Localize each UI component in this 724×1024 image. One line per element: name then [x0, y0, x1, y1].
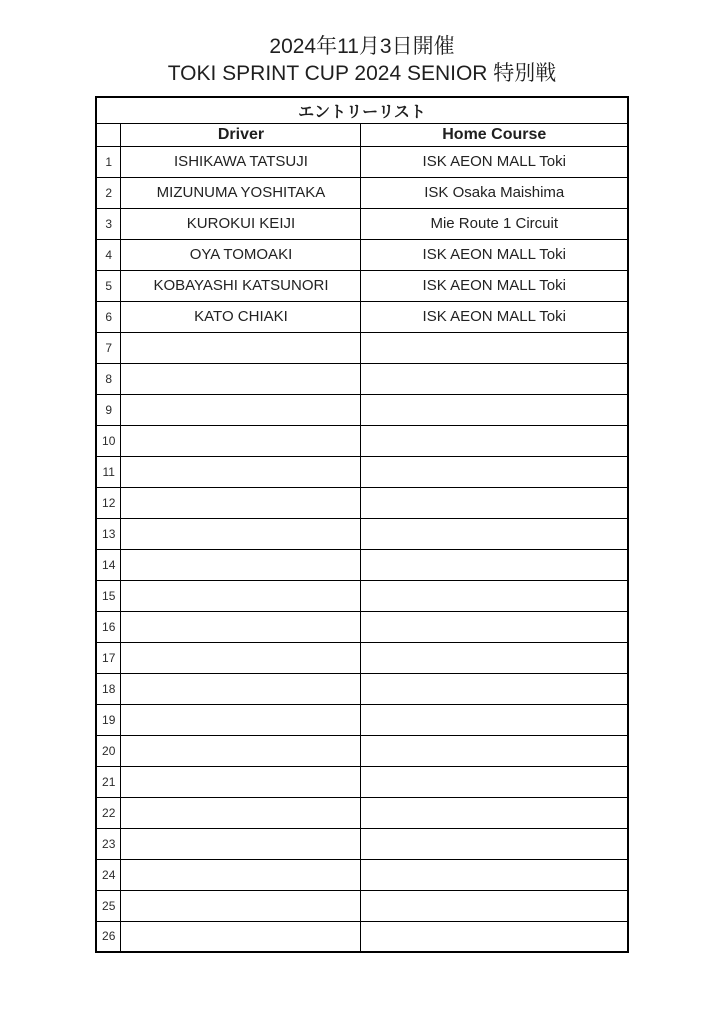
row-number: 14: [96, 549, 121, 580]
entry-list-caption: エントリーリスト: [96, 97, 628, 123]
table-row: [96, 239, 628, 270]
table-row: [96, 859, 628, 890]
row-number: 3: [96, 208, 121, 239]
table-row: [96, 177, 628, 208]
driver-cell: [121, 828, 361, 859]
row-number: 6: [96, 301, 121, 332]
driver-cell: [121, 332, 361, 363]
row-number: 21: [96, 766, 121, 797]
row-number: 7: [96, 332, 121, 363]
driver-cell: OYA TOMOAKI: [121, 239, 361, 270]
table-row: [96, 487, 628, 518]
driver-cell: [121, 487, 361, 518]
row-number: 22: [96, 797, 121, 828]
home-course-cell: ISK Osaka Maishima: [361, 177, 628, 208]
table-row: [96, 611, 628, 642]
table-row: [96, 797, 628, 828]
driver-cell: KATO CHIAKI: [121, 301, 361, 332]
driver-cell: [121, 580, 361, 611]
table-row: [96, 766, 628, 797]
driver-column-header: Driver: [121, 123, 361, 146]
table-row: [96, 549, 628, 580]
home-course-cell: [361, 735, 628, 766]
table-row: [96, 673, 628, 704]
table-row: [96, 332, 628, 363]
driver-cell: [121, 394, 361, 425]
home-course-cell: [361, 425, 628, 456]
home-course-cell: [361, 766, 628, 797]
home-course-cell: [361, 549, 628, 580]
table-row: [96, 890, 628, 921]
home-course-column-header: Home Course: [361, 123, 628, 146]
row-number: 24: [96, 859, 121, 890]
row-number: 1: [96, 146, 121, 177]
table-row: [96, 363, 628, 394]
driver-cell: [121, 642, 361, 673]
row-number: 23: [96, 828, 121, 859]
table-row: [96, 270, 628, 301]
home-course-cell: [361, 797, 628, 828]
event-name-title: TOKI SPRINT CUP 2024 SENIOR 特別戦: [167, 62, 557, 85]
row-number: 26: [96, 921, 121, 952]
driver-cell: [121, 549, 361, 580]
row-number: 5: [96, 270, 121, 301]
row-number: 13: [96, 518, 121, 549]
home-course-cell: [361, 921, 628, 952]
home-course-cell: [361, 642, 628, 673]
event-date-title: 2024年11月3日開催: [269, 35, 455, 58]
table-row: [96, 301, 628, 332]
row-number: 20: [96, 735, 121, 766]
driver-cell: [121, 456, 361, 487]
row-number: 8: [96, 363, 121, 394]
table-row: [96, 735, 628, 766]
driver-cell: [121, 890, 361, 921]
number-column-header: [96, 123, 121, 146]
home-course-cell: [361, 580, 628, 611]
home-course-cell: Mie Route 1 Circuit: [361, 208, 628, 239]
table-row: [96, 704, 628, 735]
driver-cell: [121, 704, 361, 735]
row-number: 2: [96, 177, 121, 208]
driver-cell: [121, 363, 361, 394]
table-row: [96, 921, 628, 952]
row-number: 15: [96, 580, 121, 611]
entry-table-body: [96, 146, 628, 952]
driver-cell: [121, 921, 361, 952]
table-row: [96, 456, 628, 487]
table-row: [96, 146, 628, 177]
table-row: [96, 518, 628, 549]
row-number: 17: [96, 642, 121, 673]
table-row: [96, 642, 628, 673]
driver-cell: [121, 673, 361, 704]
driver-cell: [121, 735, 361, 766]
table-header-row: [96, 123, 628, 146]
table-row: [96, 394, 628, 425]
home-course-cell: [361, 363, 628, 394]
row-number: 16: [96, 611, 121, 642]
home-course-cell: [361, 859, 628, 890]
driver-cell: [121, 797, 361, 828]
driver-cell: ISHIKAWA TATSUJI: [121, 146, 361, 177]
driver-cell: [121, 425, 361, 456]
table-row: [96, 828, 628, 859]
driver-cell: MIZUNUMA YOSHITAKA: [121, 177, 361, 208]
home-course-cell: [361, 673, 628, 704]
table-row: [96, 425, 628, 456]
row-number: 19: [96, 704, 121, 735]
home-course-cell: ISK AEON MALL Toki: [361, 239, 628, 270]
row-number: 4: [96, 239, 121, 270]
home-course-cell: [361, 332, 628, 363]
row-number: 11: [96, 456, 121, 487]
home-course-cell: [361, 487, 628, 518]
home-course-cell: [361, 394, 628, 425]
document-title: [0, 0, 724, 87]
driver-cell: KOBAYASHI KATSUNORI: [121, 270, 361, 301]
home-course-cell: [361, 890, 628, 921]
home-course-cell: [361, 518, 628, 549]
table-caption-row: [96, 97, 628, 123]
driver-cell: [121, 518, 361, 549]
driver-cell: [121, 859, 361, 890]
home-course-cell: ISK AEON MALL Toki: [361, 301, 628, 332]
row-number: 12: [96, 487, 121, 518]
home-course-cell: ISK AEON MALL Toki: [361, 146, 628, 177]
entry-table: [95, 96, 629, 953]
home-course-cell: [361, 611, 628, 642]
home-course-cell: [361, 456, 628, 487]
driver-cell: KUROKUI KEIJI: [121, 208, 361, 239]
table-row: [96, 580, 628, 611]
home-course-cell: [361, 704, 628, 735]
row-number: 10: [96, 425, 121, 456]
row-number: 25: [96, 890, 121, 921]
table-row: [96, 208, 628, 239]
driver-cell: [121, 611, 361, 642]
home-course-cell: [361, 828, 628, 859]
driver-cell: [121, 766, 361, 797]
row-number: 18: [96, 673, 121, 704]
row-number: 9: [96, 394, 121, 425]
home-course-cell: ISK AEON MALL Toki: [361, 270, 628, 301]
